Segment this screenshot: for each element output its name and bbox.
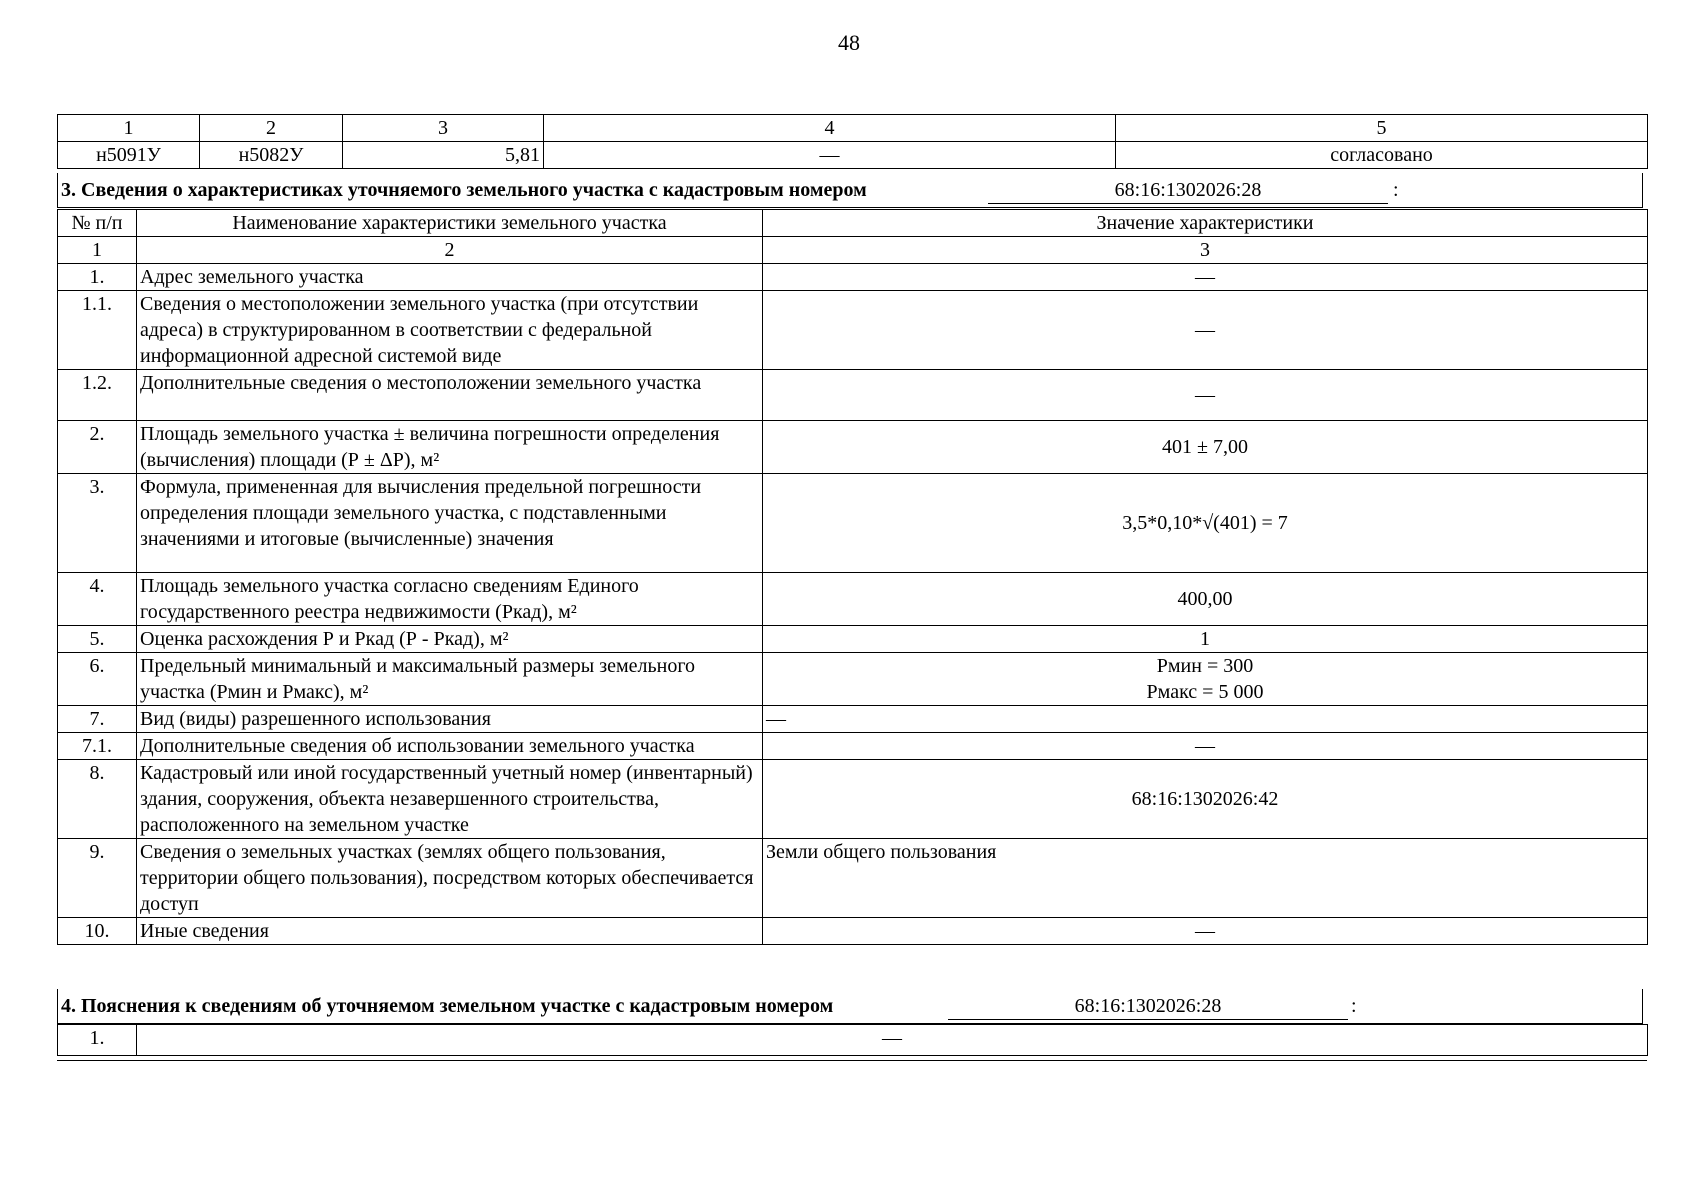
- table-header-row: [58, 210, 1648, 237]
- characteristic-name: Адрес земельного участка: [137, 264, 763, 291]
- section-4-cadastral-number: 68:16:1302026:28: [948, 993, 1348, 1020]
- page-number: 48: [838, 30, 860, 55]
- section-4-header: [57, 989, 1643, 1024]
- characteristic-name: Формула, примененная для вычисления предельной погрешности определения площади земельного участка, с подставленными значениями и итоговые (вычисленные) значения: [137, 474, 763, 573]
- characteristic-name: Сведения о местоположении земельного участка (при отсутствии адреса) в структурированном в соответствии с федеральной информационной адресной системой виде: [137, 291, 763, 370]
- characteristic-name: Дополнительные сведения о местоположении земельного участка: [137, 370, 763, 421]
- row-number: 7.1.: [58, 733, 137, 760]
- characteristic-value: 1: [763, 626, 1648, 653]
- characteristic-value: —: [763, 264, 1648, 291]
- section-3-cadastral-number: 68:16:1302026:28: [988, 177, 1388, 204]
- column-number: 2: [200, 115, 343, 142]
- characteristics-table: [57, 209, 1648, 945]
- characteristic-value: —: [763, 291, 1648, 370]
- table-header-row: [58, 115, 1648, 142]
- row-number: 2.: [58, 421, 137, 474]
- section-3-title: 3. Сведения о характеристиках уточняемого земельного участка с кадастровым номером: [61, 179, 867, 201]
- characteristic-name: Предельный минимальный и максимальный размеры земельного участка (Рмин и Рмакс), м²: [137, 653, 763, 706]
- characteristic-name: Иные сведения: [137, 918, 763, 945]
- table-row: [58, 706, 1648, 733]
- point-from: н5091У: [58, 142, 200, 169]
- table-row: [58, 760, 1648, 839]
- column-number: 5: [1116, 115, 1648, 142]
- row-number: 4.: [58, 573, 137, 626]
- row-number: 1.: [58, 1025, 137, 1056]
- table-row: [58, 653, 1648, 706]
- row-number: 1.2.: [58, 370, 137, 421]
- characteristic-value: —: [763, 918, 1648, 945]
- table-row: [58, 573, 1648, 626]
- row-number: 8.: [58, 760, 137, 839]
- characteristic-name: Площадь земельного участка ± величина погрешности определения (вычисления) площади (Р ± ΔР), м²: [137, 421, 763, 474]
- value-line: Рмакс = 5 000: [1146, 681, 1264, 703]
- table-row: [58, 733, 1648, 760]
- section-3-header: [57, 173, 1643, 208]
- table-row: [58, 142, 1648, 169]
- column-number: 1: [58, 115, 200, 142]
- table-row: [58, 291, 1648, 370]
- section-3-colon: :: [1393, 179, 1399, 201]
- table-row: [58, 264, 1648, 291]
- characteristic-value: Земли общего пользования: [763, 839, 1648, 918]
- characteristic-name: Площадь земельного участка согласно сведениям Единого государственного реестра недвижимости (Ркад), м²: [137, 573, 763, 626]
- characteristic-value: 400,00: [763, 573, 1648, 626]
- agreement-status: согласовано: [1116, 142, 1648, 169]
- column-number: 3: [343, 115, 544, 142]
- characteristic-name: Вид (виды) разрешенного использования: [137, 706, 763, 733]
- characteristic-name: Кадастровый или иной государственный учетный номер (инвентарный) здания, сооружения, объекта незавершенного строительства, расположенного на земельном участке: [137, 760, 763, 839]
- row-value: —: [137, 1025, 1648, 1056]
- row-number: 5.: [58, 626, 137, 653]
- column-number: 2: [137, 237, 763, 264]
- characteristic-name: Сведения о земельных участках (землях общего пользования, территории общего пользования), посредством которых обеспечивается доступ: [137, 839, 763, 918]
- section-4-title: 4. Пояснения к сведениям об уточняемом земельном участке с кадастровым номером: [61, 995, 834, 1017]
- row-number: 7.: [58, 706, 137, 733]
- row-number: 1.1.: [58, 291, 137, 370]
- section-4-colon: :: [1351, 995, 1357, 1017]
- boundary-agreement-table: [57, 114, 1648, 169]
- column-number: 3: [763, 237, 1648, 264]
- table-row: [58, 626, 1648, 653]
- characteristic-value: —: [763, 370, 1648, 421]
- point-to: н5082У: [200, 142, 343, 169]
- characteristic-name: Дополнительные сведения об использовании земельного участка: [137, 733, 763, 760]
- length: 5,81: [343, 142, 544, 169]
- table-end-line: [57, 1060, 1647, 1061]
- row-number: 9.: [58, 839, 137, 918]
- row-number: 10.: [58, 918, 137, 945]
- table-row: [58, 421, 1648, 474]
- header-number: № п/п: [58, 210, 137, 237]
- note: —: [544, 142, 1116, 169]
- table-row: [58, 474, 1648, 573]
- table-row: [58, 1025, 1648, 1056]
- characteristic-value: 68:16:1302026:42: [763, 760, 1648, 839]
- row-number: 6.: [58, 653, 137, 706]
- table-row: [58, 839, 1648, 918]
- row-number: 1.: [58, 264, 137, 291]
- table-row: [58, 918, 1648, 945]
- characteristic-value: 401 ± 7,00: [763, 421, 1648, 474]
- header-value: Значение характеристики: [763, 210, 1648, 237]
- table-row: [58, 370, 1648, 421]
- characteristic-name: Оценка расхождения Р и Ркад (Р - Ркад), м²: [137, 626, 763, 653]
- row-number: 3.: [58, 474, 137, 573]
- characteristic-value: 3,5*0,10*√(401) = 7: [763, 474, 1648, 573]
- characteristic-value: —: [763, 706, 1648, 733]
- explanations-table: [57, 1024, 1648, 1056]
- characteristic-value: —: [763, 733, 1648, 760]
- column-numbers-row: [58, 237, 1648, 264]
- column-number: 4: [544, 115, 1116, 142]
- column-number: 1: [58, 237, 137, 264]
- header-name: Наименование характеристики земельного участка: [137, 210, 763, 237]
- value-line: Рмин = 300: [1156, 655, 1254, 677]
- characteristic-value: [763, 653, 1648, 706]
